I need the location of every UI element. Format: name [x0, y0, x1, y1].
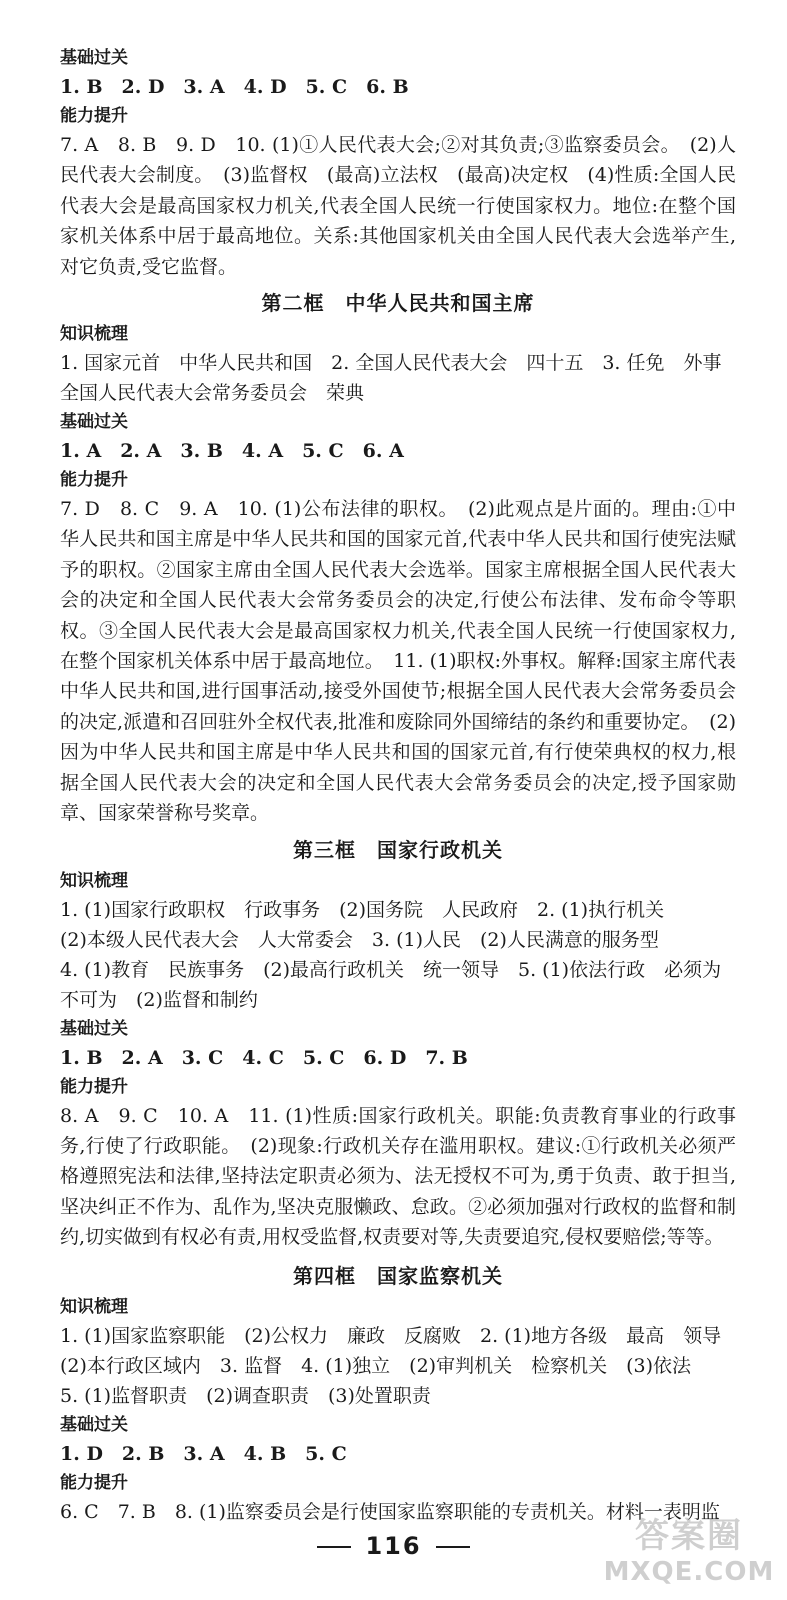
- heading-basic: 基础过关: [60, 1414, 128, 1435]
- watermark-bottom-text: MXQE.COM: [603, 1557, 775, 1587]
- heading-knowledge: 知识梳理: [60, 1296, 128, 1317]
- dash-right: [436, 1546, 470, 1548]
- basic-answers: 1. B 2. A 3. C 4. C 5. C 6. D 7. B: [60, 1046, 468, 1069]
- advanced-answers: 8. A 9. C 10. A 11. (1)性质:国家行政机关。职能:负责教育事业的行政事务,行使了行政职能。 (2)现象:行政机关存在滥用职权。建议:①行政机关必须严格遵照宪法和法律,坚持法定职责必须为、法无授权不可为,勇于负责、敢于担当,坚决纠正不作为、乱作为,坚决克服懒政、怠政。②必须加强对行政权的监督和制约,切实做到有权必有责,用权受监督,权责要对等,失责要追究,侵权要赔偿;等等。: [60, 1104, 736, 1249]
- knowledge-line: 4. (1)教育 民族事务 (2)最高行政机关 统一领导 5. (1)依法行政 必须为: [60, 958, 722, 981]
- basic-answers: 1. B 2. D 3. A 4. D 5. C 6. B: [60, 76, 409, 98]
- heading-advanced: 能力提升: [60, 1472, 128, 1493]
- watermark-top-text: 答案圈: [635, 1516, 743, 1556]
- heading-basic: 基础过关: [60, 1018, 128, 1039]
- knowledge-line: 1. 国家元首 中华人民共和国 2. 全国人民代表大会 四十五 3. 任免 外事: [60, 352, 722, 375]
- page-number-text: 116: [365, 1532, 422, 1560]
- advanced-answers: 6. C 7. B 8. (1)监察委员会是行使国家监察职能的专责机关。材料一表明监: [60, 1500, 720, 1523]
- heading-basic: 基础过关: [60, 48, 128, 68]
- answer-page: [60, 44, 736, 1527]
- heading-knowledge: 知识梳理: [60, 870, 128, 891]
- basic-answers: 1. A 2. A 3. B 4. A 5. C 6. A: [60, 440, 404, 463]
- knowledge-line: 全国人民代表大会常务委员会 荣典: [60, 382, 365, 405]
- section-title-administrative: 第三框 国家行政机关: [293, 837, 503, 862]
- basic-answers: 1. D 2. B 3. A 4. B 5. C: [60, 1442, 347, 1465]
- knowledge-line: (2)本行政区域内 3. 监督 4. (1)独立 (2)审判机关 检察机关 (3)依法: [60, 1354, 691, 1377]
- knowledge-line: 5. (1)监督职责 (2)调查职责 (3)处置职责: [60, 1384, 431, 1407]
- advanced-answers: 7. A 8. B 9. D 10. (1)①人民代表大会;②对其负责;③监察委员会。 (2)人民代表大会制度。 (3)监督权 (最高)立法权 (最高)决定权 (4)性质:全国人民代表大会是最高国家权力机关,代表全国人民统一行使国家权力。地位:在整个国家机关体系中居于最高地位。关系:其他国家机关由全国人民代表大会选举产生,对它负责,受它监督。: [60, 134, 736, 278]
- heading-knowledge: 知识梳理: [60, 324, 128, 345]
- advanced-answers: 7. D 8. C 9. A 10. (1)公布法律的职权。 (2)此观点是片面的。理由:①中华人民共和国主席是中华人民共和国的国家元首,代表中华人民共和国行使宪法赋予的职权。②国家主席由全国人民代表大会选举。国家主席根据全国人民代表大会的决定和全国人民代表大会常务委员会的决定,行使公布法律、发布命令等职权。③全国人民代表大会是最高国家权力机关,代表全国人民统一行使国家权力,在整个国家机关体系中居于最高地位。 11. (1)职权:外事权。解释:国家主席代表中华人民共和国,进行国事活动,接受外国使节;根据全国人民代表大会常务委员会的决定,派遣和召回驻外全权代表,批准和废除同外国缔结的条约和重要协定。 (2)因为中华人民共和国主席是中华人民共和国的国家元首,有行使荣典权的权力,根据全国人民代表大会的决定和全国人民代表大会常务委员会的决定,授予国家勋章、国家荣誉称号奖章。: [60, 498, 736, 825]
- knowledge-line: 1. (1)国家监察职能 (2)公权力 廉政 反腐败 2. (1)地方各级 最高 领导: [60, 1324, 722, 1347]
- heading-basic: 基础过关: [60, 412, 128, 433]
- knowledge-line: (2)本级人民代表大会 人大常委会 3. (1)人民 (2)人民满意的服务型: [60, 928, 659, 951]
- knowledge-line: 1. (1)国家行政职权 行政事务 (2)国务院 人民政府 2. (1)执行机关: [60, 898, 665, 921]
- dash-left: [317, 1546, 351, 1548]
- heading-advanced: 能力提升: [60, 1076, 128, 1097]
- knowledge-line: 不可为 (2)监督和制约: [60, 988, 258, 1011]
- section-title-president: 第二框 中华人民共和国主席: [261, 291, 535, 316]
- heading-advanced: 能力提升: [60, 106, 128, 126]
- section-title-supervisory: 第四框 国家监察机关: [293, 1263, 503, 1288]
- heading-advanced: 能力提升: [60, 470, 128, 491]
- watermark-logo: [599, 1508, 779, 1594]
